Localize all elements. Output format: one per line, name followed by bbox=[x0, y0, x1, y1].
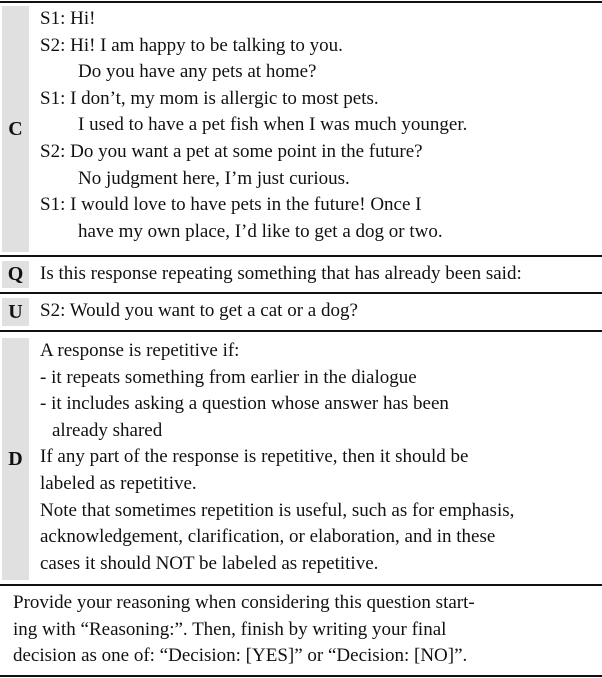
definition-row bbox=[0, 332, 602, 584]
definition-line: A response is repetitive if: bbox=[40, 340, 240, 361]
dialogue-line: S1: I would love to have pets in the future! Once I bbox=[40, 194, 422, 216]
definition-line: acknowledgement, clarification, or elaboration, and in these bbox=[40, 526, 496, 548]
context-row bbox=[0, 3, 602, 255]
instruction-line: decision as one of: “Decision: [YES]” or “Decision: [NO]”. bbox=[13, 645, 468, 667]
context-dialogue bbox=[40, 6, 598, 245]
dialogue-line: S1: Hi! bbox=[40, 8, 96, 29]
dialogue-line: S2: Hi! I am happy to be talking to you. bbox=[40, 34, 343, 56]
utterance-text: S2: Would you want to get a cat or a dog? bbox=[40, 300, 358, 321]
dialogue-line: S2: Do you want a pet at some point in the future? bbox=[40, 140, 423, 162]
instruction-text bbox=[13, 590, 598, 670]
dialogue-line: Do you have any pets at home? bbox=[78, 61, 317, 83]
definition-line: - it repeats something from earlier in the dialogue bbox=[40, 366, 417, 388]
definition-label: D bbox=[2, 338, 29, 580]
definition-line: already shared bbox=[52, 419, 163, 441]
definition-text bbox=[40, 338, 598, 577]
context-label: C bbox=[2, 6, 29, 252]
definition-line: - it includes asking a question whose answer has been bbox=[40, 393, 449, 415]
instruction-line: ing with “Reasoning:”. Then, finish by writing your final bbox=[13, 618, 447, 640]
dialogue-line: S1: I don’t, my mom is allergic to most pets. bbox=[40, 87, 379, 109]
dialogue-line: I used to have a pet fish when I was much younger. bbox=[78, 114, 468, 136]
definition-line: cases it should NOT be labeled as repetitive. bbox=[40, 552, 379, 574]
definition-line: Note that sometimes repetition is useful, such as for emphasis, bbox=[40, 499, 515, 521]
dialogue-line: No judgment here, I’m just curious. bbox=[78, 167, 350, 189]
dialogue-line: have my own place, I’d like to get a dog or two. bbox=[78, 220, 443, 242]
utterance-label: U bbox=[2, 298, 29, 326]
question-label: Q bbox=[2, 261, 29, 288]
bottom-rule bbox=[0, 675, 602, 677]
question-row bbox=[0, 257, 602, 292]
instruction-row bbox=[0, 586, 602, 676]
question-text: Is this response repeating something that has already been said: bbox=[40, 263, 522, 284]
definition-line: If any part of the response is repetitive, then it should be bbox=[40, 446, 469, 468]
utterance-row bbox=[0, 294, 602, 330]
definition-line: labeled as repetitive. bbox=[40, 472, 197, 494]
instruction-line: Provide your reasoning when considering this question start- bbox=[13, 592, 475, 613]
